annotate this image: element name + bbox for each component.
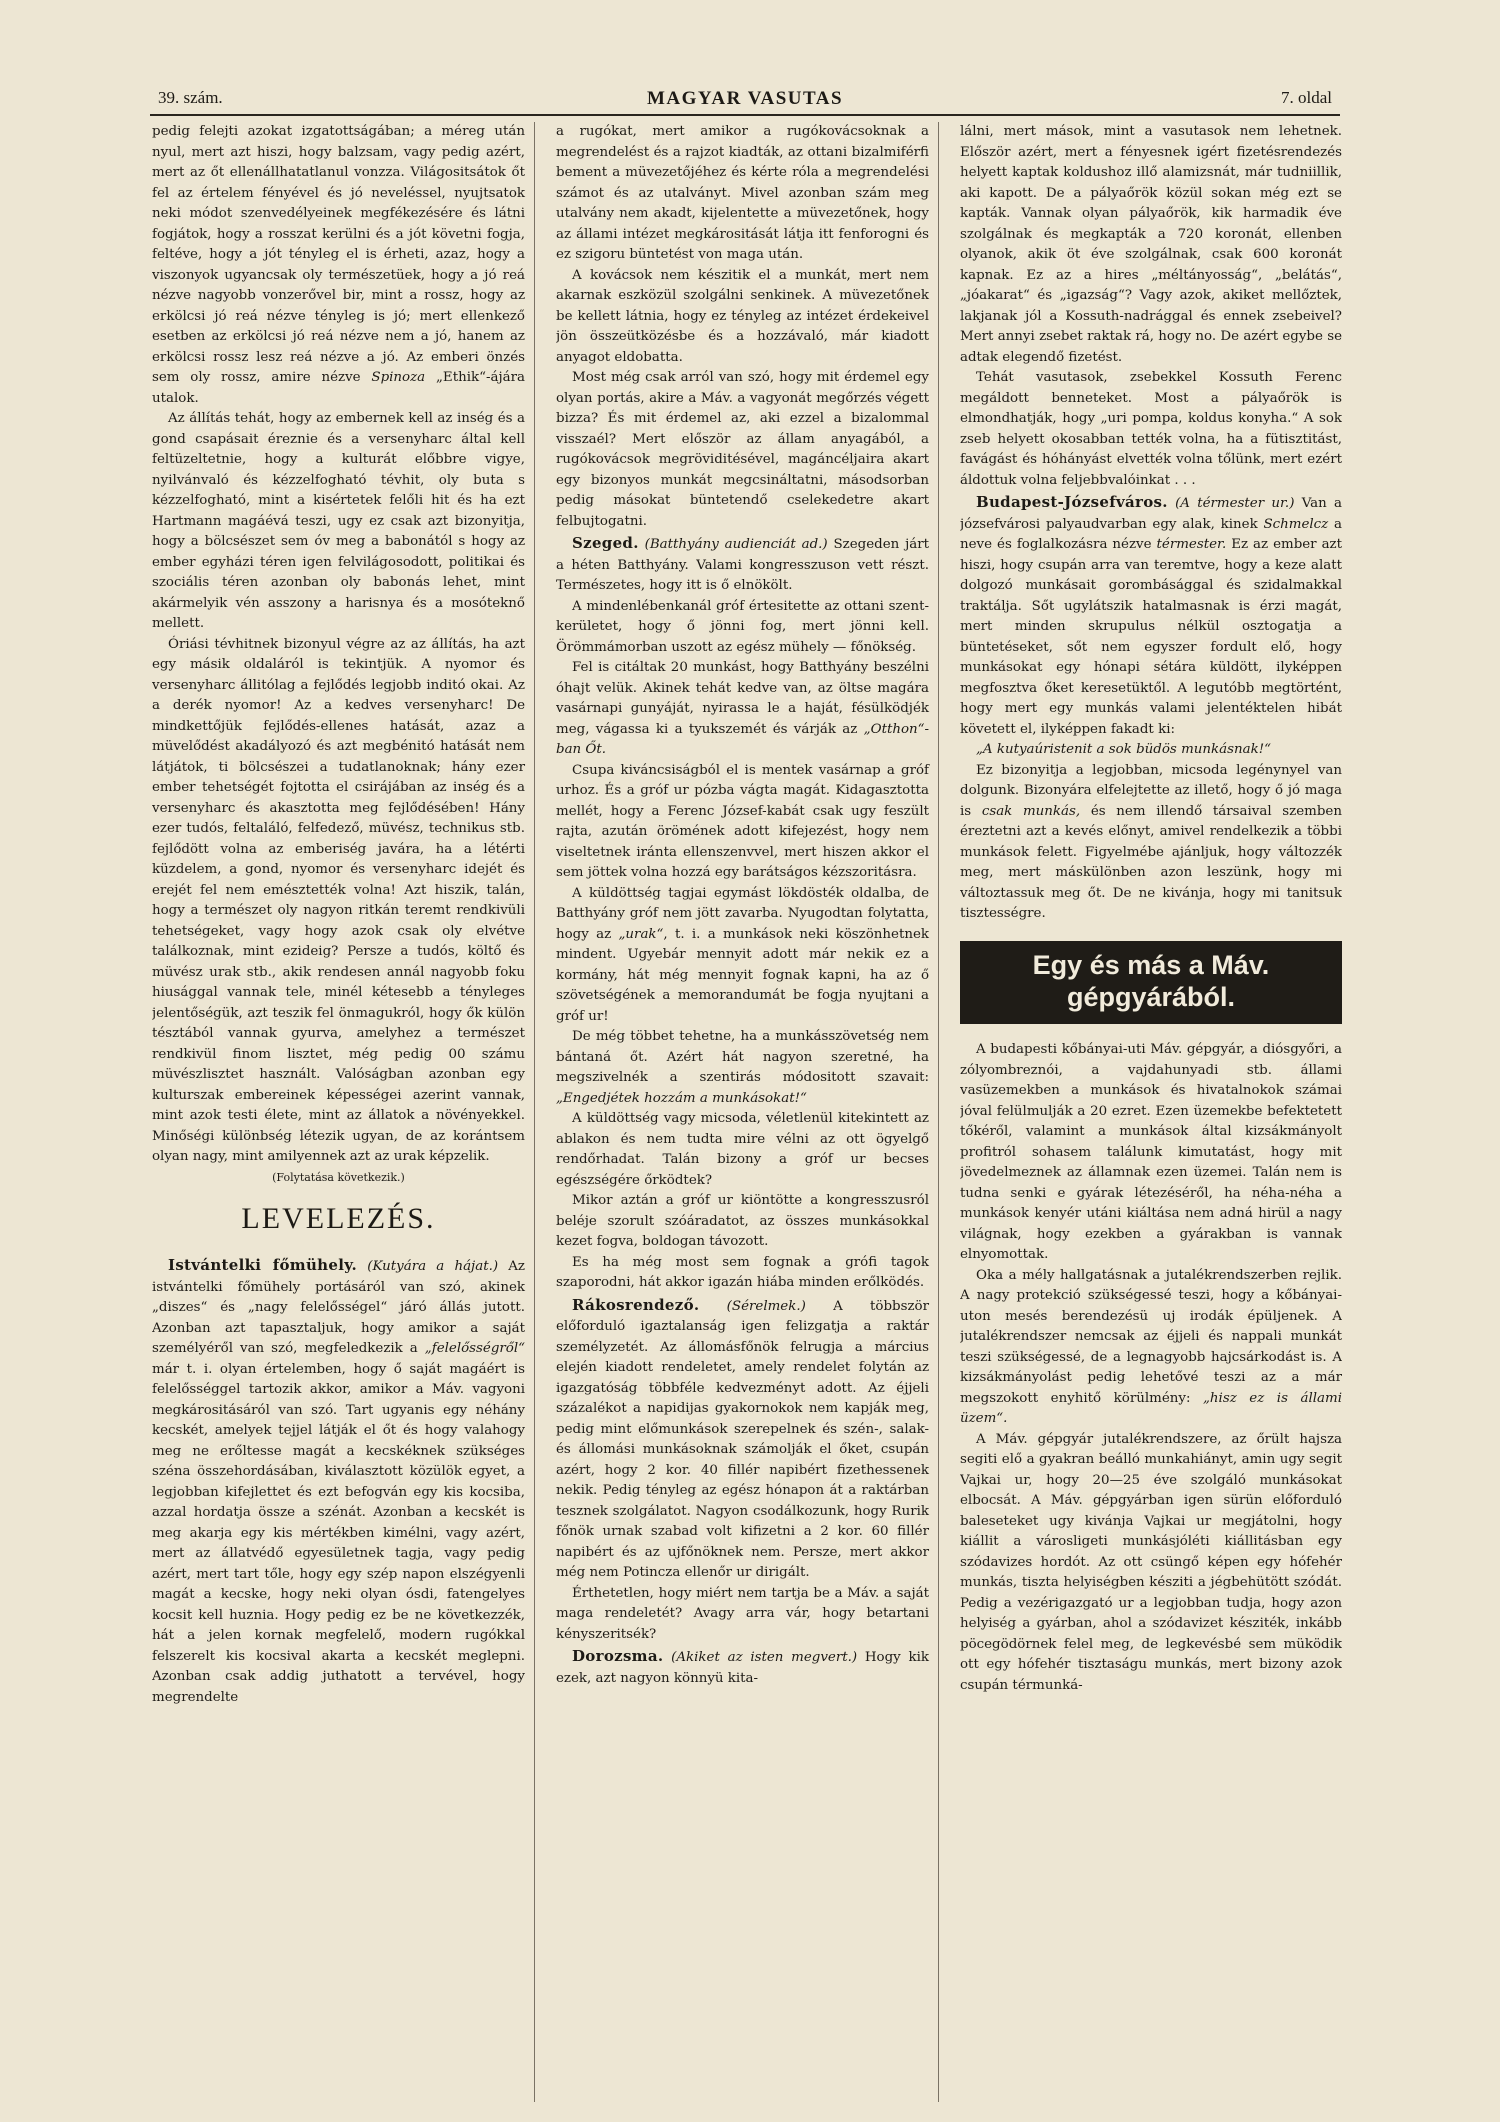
article-paragraph: Az állítás tehát, hogy az embernek kell az inség és a gond csapásait éreznie és a versenyharc által kell feltüzeltetnie, hogy a kulturát előbbre vigye, nyilvánvaló és kézzelfogható tévhit, oly buta s kézzelfogható, mint a kisértetek felőli hit és ha ezt Hartmann magáévá teszi, ugy ez csak azt bizonyitja, hogy a bölcsészet sem óv meg a babonától s hogy az ember egyházi téren igen felvilágosodott, politikai és szociális téren azonban oly babonás lehet, mint akármelyik vén asszony a harisnya és a mosóteknő mellett.: [152, 411, 525, 631]
letter-location: Szeged.: [572, 534, 639, 552]
article-paragraph: Most még csak arról van szó, hogy mit érdemel egy olyan portás, akire a Máv. a vagyonát megőrzés végett bizza? És mit érdemel az, aki ezzel a bizalommal visszaél? Mert először az állam anyagából, a rugókovácsok megröviditésével, magáncéljaira akart egy bizonyos munkát megcsináltatni, másodsorban pedig másokat büntetendő cselekedetre akart felbujtogatni.: [556, 370, 929, 529]
letter-budapest-jozsefvaros: Budapest-Józsefváros. (A térmester ur.) Van a józsefvárosi palyaudvarban egy alak, kinek Schmelcz a neve és foglalkozásra nézve térmester. Ez az ember azt hiszi, hogy csupán arra van teremtve, hogy a keze alatt dolgozó munkásait gorombásággal és szidalmakkal traktálja. Sőt ugylátszik hatalmasnak is érzi magát, mert minden skrupulus nélkül osztogatja a büntetéseket, sőt nem egyszer fordult elő, hogy munkásokat egy hónapi sétára küldött, ilyképpen megfosztva őket keresetüktől. A legutóbb megtörtént, hogy mert egy munkás valami jelentéktelen hibát követett el, ilyképpen fakadt ki:: [960, 493, 1342, 737]
article-paragraph: Érthetetlen, hogy miért nem tartja be a Máv. a saját maga rendeletét? Avagy arra vár, hogy betartani kényszeritsék?: [556, 1585, 929, 1642]
article-paragraph: A kovácsok nem készitik el a munkát, mert nem akarnak eszközül szolgálni senkinek. A müvezetőnek be kellett látnia, hogy ez tényleg az intézet érdekeivel jön összeütközésbe és a hozzávaló, már kiadott anyagot eldobatta.: [556, 267, 929, 365]
letter-istvantelki: Istvántelki főmühely. (Kutyára a hájat.) Az istvántelki főmühely portásáról van szó, akinek „diszes“ és „nagy felelősségel“ járó állás jutott. Azonban azt tapasztaljuk, hogy amikor a saját személyéről van szó, megfeledkezik a „felelősségről“ már t. i. olyan értelemben, hogy ő saját magáért is felelősséggel tartozik akkor, amikor a Máv. vagyoni megkárositásáról van szó. Tart ugyanis egy néhány kecskét, amelyek tejjel látják el őt és hogy valahogy meg ne erőltesse magát a kecskéknek szükséges széna összehordásában, kiválasztott közülök egyet, a legjobban kifejlettet és ezt befogván egy kis kocsiba, azzal hordatja össze a szénát. Azonban a kecskét is meg akarja egy kis mértékben kimélni, vagy azért, mert az állatvédő egyesületnek tagja, vagy pedig azért, mert tart tőle, hogy egy szép napon elszégyenli magát a kecske, hogy neki olyan ósdi, fatengelyes kocsit kell huznia. Hogy pedig ez be ne következzék, hát a jelen kornak megfelelő, modern rugókkal felszerelt kis kocsival akarta a kecskét meglepni. Azonban csak addig juthatott a tervével, hogy megrendelte: [152, 1256, 525, 1705]
article-paragraph: A budapesti kőbányai-uti Máv. gépgyár, a diósgyőri, a zólyombreznói, a vajdahunyadi stb. állami vasüzemekben a munkások és hivatalnokok számai jóval felülmulják a 20 ezret. Ezen üzemekbe befektetett tőkéről, valamint a munkások által kizsákmányolt profitról sohasem találunk kimutatást, hogy mit jövedelmeznek az államnak ezen üzemei. Talán nem is tudna senki e gyárak létezéséről, ha néha-néha a munkások kenyér utáni kiáltása nem adná hirül a nagy világnak, hogy ezekben a gyárakban is vannak elnyomottak.: [960, 1042, 1342, 1263]
letter-subtitle: (A térmester ur.): [1175, 496, 1295, 511]
letter-szeged: Szeged. (Batthyány audienciát ad.) Szegeden járt a héten Batthyány. Valami kongresszuson vett részt. Természetes, hogy itt is ő elnökölt.: [556, 534, 929, 593]
article-paragraph: Ez bizonyitja a legjobban, micsoda legénynyel van dolgunk. Bizonyára elfelejtette az illető, hogy ő jó maga is csak munkás, és nem illendő társaival szemben éreztetni azt a kevés előnyt, amivel rendelkezik a többi munkások felett. Figyelmébe ajánljuk, hogy változzék meg, mert máskülönben azon leszünk, hogy mi változtassuk meg őt. De ne kivánja, hogy mi tanitsuk tisztességre.: [960, 762, 1342, 921]
article-paragraph: Csupa kiváncsiságból el is mentek vasárnap a gróf urhoz. És a gróf ur pózba vágta magát. Kidagasztotta mellét, hogy a Ferenc József-kabát csak ugy feszült rajta, azután örömének adott kifejezést, hogy nem viseltetnek iránta ellenszenvvel, mert hiszen akkor el sem jöttek volna hozzá egy barátságos kézszoritásra.: [556, 762, 929, 880]
article-paragraph: Mikor aztán a gróf ur kiöntötte a kongresszusról beléje szorult szóáradatot, az összes munkásokkal kezet fogva, boldogan távozott.: [556, 1193, 929, 1249]
column-2: [556, 122, 939, 2102]
letter-subtitle: (Sérelmek.): [726, 1298, 806, 1314]
letter-subtitle: (Akiket az isten megvert.): [671, 1650, 858, 1665]
newspaper-title: MAGYAR VASUTAS: [646, 88, 844, 109]
page-number: 7. oldal: [1281, 88, 1332, 107]
letter-subtitle: (Batthyány audienciát ad.): [644, 537, 828, 552]
article-paragraph: A mindenlébenkanál gróf értesitette az ottani szent-kerületet, hogy ő jönni fog, mert jönni kell. Örömmámorban uszott az egész mühely — főnökség.: [556, 598, 929, 655]
article-paragraph: De még többet tehetne, ha a munkásszövetség nem bántaná őt. Azért hát nagyon szeretné, ha megszivelnék a szentirás módositott szavait: „Engedjétek hozzám a munkásokat!“: [556, 1029, 929, 1106]
letter-rakosrendezo: Rákosrendező. (Sérelmek.) A többször előforduló igaztalanság igen felizgatja a raktár személyzetét. Az állomásfőnök felrugja a március elején kiadott rendeletet, amely rendelet folytán az igazgatóság többféle kedvezményt adott. Az éjjeli százalékot a napidijas gyakornokok nem kapják meg, pedig mint előmunkások szerepelnek és szén-, salak- és állomási munkásoknak számolják el őket, csupán azért, hogy 2 kor. 40 fillér napibért fizethessenek nekik. Pedig tényleg az egész hónapon át a raktárban tesznek szolgálatot. Nagyon csodálkozunk, hogy Rurik főnök urnak szabad volt kifizetni a 2 kor. 60 fillér napibért és az ujfőnöknek nem. Persze, mert akkor még nem Potincza ellenőr ur dirigált.: [556, 1295, 929, 1580]
article-paragraph: A Máv. gépgyár jutalékrendszere, az őrült hajsza segiti elő a gyakran beálló munkahiányt, amin ugy segit Vajkai ur, hogy 20—25 éve szolgáló munkásokat elbocsát. A Máv. gépgyárban igen sürün előforduló baleseteket ugy kivánja Vajkai ur megjátolni, hogy kiállit a városligeti munkásjóléti kiállitásban egy szódavizes hordót. Az ott csüngő képen egy hófehér munkás, tiszta helyiségben késziti a jégbehütött szódát. Pedig a vezérigazgató ur a legjobban tudja, hogy azon helyiség a gyárban, ahol a szódavizet késziték, inkább pöcegödörnek felel meg, de legkevésbé sem müködik ott egy hófehér tisztaságu munkás, mert bizony azok csupán térmunká-: [960, 1431, 1342, 1693]
column-3: [960, 122, 1342, 2102]
article-paragraph: Es ha még most sem fognak a grófi tagok szaporodni, hát akkor igazán hiába minden erőlködés.: [556, 1254, 929, 1290]
article-paragraph: a rugókat, mert amikor a rugókovácsoknak a megrendelést és a rajzot kiadták, az ottani bizalmiférfi bement a müvezetőjéhez és kérte róla a megrendelési számot és az utalványt. Mivel azonban szám meg utalvány nem akadt, kijelentette a müvezetőnek, hogy az állami intézet megkárositását látja itt fenforogni és ez szigoru büntetést von maga után.: [556, 124, 929, 262]
article-paragraph: Tehát vasutasok, zsebekkel Kossuth Ferenc megáldott benneteket. Most a pályaőrök is elmondhatják, hogy „uri pompa, koldus konyha.“ A sok zseb helyett okosabban tették volna, ha a fütisztitást, favágást és hóhányást elvették volna tőlünk, mert ezért áldottuk volna feljebbvalóinkat . . .: [960, 370, 1342, 488]
article-paragraph: Óriási tévhitnek bizonyul végre az az állítás, ha azt egy másik oldaláról is tekintjük. A nyomor és versenyharc állitólag a fejlődés legjobb inditó okai. Az a derék nyomor! Az a kedves versenyharc! De mindkettőjük fejlődés-ellenes hatását, azaz a müvelődést akadályozó és azt megbénitó hatását nem látjátok, ti bölcsészei a tudatlanoknak; hány ezer ember tehetségét fojtotta el csirájában az inség és a versenyharc és akasztotta meg fejlődésében! Hány ezer tudós, feltaláló, felfedező, müvész, technikus stb. fejlődött volna az emberiség javára, ha a létérti küzdelem, a gond, nyomor és versenyharc idejét és erejét fel nem emésztették volna! Azt hiszik, talán, hogy a természet oly nagyon ritkán teremt rendkivüli tehetségeket, vagy hogy azok csak oly elvétve találkoznak, mint ezideig? Persze a tudós, költő és müvész urak stb., akik rendesen annál nagyobb foku hiusággal vannak tele, minél kétesebb a tényleges jelentőségük, azt teszik fel önmagukról, hogy ők külön tésztából vannak gyurva, amelyhez a természet rendkivül finom lisztet, még pedig 00 számu müvészlisztet használt. Valóságban azonban egy kulturszak embereinek képességei azerint vannak, mint azok testi élete, mint az állatok a növényekkel. Minőségi különbség létezik ugyan, de az korántsem olyan nagy, mint amilyennek azt az urak képzelik.: [152, 636, 525, 1164]
letter-subtitle: (Kutyára a hájat.): [367, 1259, 499, 1275]
letter-location: Rákosrendező.: [572, 1295, 700, 1314]
article-paragraph: Oka a mély hallgatásnak a jutalékrendszerben rejlik. A nagy protekció szükségessé teszi, hogy a kőbányai-uton mesés berendezésü uj irodák épüljenek. A jutalékrendszer nemcsak az éjjeli és nappali munkát teszi szükségessé, de a legnagyobb hajcsárkodást is. A kizsákmányolást pedig lehetővé teszi az a már megszokott enyhitő körülmény: „hisz ez is állami üzem“.: [960, 1267, 1342, 1427]
article-paragraph: Fel is citáltak 20 munkást, hogy Batthyány beszélni óhajt velük. Akinek tehát kedve van, az öltse magára vasárnapi gunyáját, nyirassa le a haját, fésülködjék meg, vágassa ki a tyukszemét és várják az „Otthon“-ban Őt.: [556, 660, 930, 757]
issue-number: 39. szám.: [158, 88, 223, 107]
article-paragraph: pedig felejti azokat izgatottságában; a méreg után nyul, mert azt hiszi, hogy balzsam, vagy pedig azért, mert az őt ellenállhatatlanul vonzza. Világositsátok őt fel az értelem fényével és jó neveléssel, nyujtsatok neki módot szenvedélyeinek megfékezésére és látni fogjátok, hogy a rosszat kerülni és a jót követni fogja, feltéve, hogy a jót tényleg el is érheti, azaz, hogy a viszonyok ugyancsak oly természetüek, hogy a jó reá nézve nagyobb vonzerővel bir, mint a rossz, hogy az erkölcsi jó reá nézve tényleg is jó; mert ellenkező esetben az erkölcsi jó reá nézve nem a jó, hanem az erkölcsi rossz lesz reá nézve a jó. Az emberi önzés sem oly rossz, amire nézve Spinoza „Ethik“-ájára utalok.: [152, 124, 525, 406]
article-paragraph: A küldöttség vagy micsoda, véletlenül kitekintett az ablakon és nem tudta mire vélni az ott ögyelgő rendőrhadat. Talán bizony a gróf ur becses egészségére őrködtek?: [556, 1111, 929, 1188]
letter-dorozsma: Dorozsma. (Akiket az isten megvert.) Hogy kik ezek, azt nagyon könnyü kita-: [556, 1647, 929, 1686]
article-headline: Egy és más a Máv. gépgyárából.: [960, 941, 1342, 1025]
letter-location: Budapest-Józsefváros.: [976, 493, 1168, 511]
letter-location: Istvántelki főmühely.: [168, 1256, 358, 1275]
article-paragraph: A küldöttség tagjai egymást lökdösték oldalba, de Batthyány gróf nem jött zavarba. Nyugodtan folytatta, hogy az „urak“, t. i. a munkások neki köszönhetnek mindent. Ugyebár mennyit adott már nekik ez a kormány, hát még mennyit fognak kapni, ha az ő szövetségének a memorandumát be fogja nyujtani a gróf ur!: [556, 885, 930, 1024]
section-title-levelezes: LEVELEZÉS.: [241, 1202, 436, 1236]
letter-location: Dorozsma.: [572, 1647, 664, 1665]
continued-note: (Folytatása következik.): [272, 1170, 405, 1184]
quote-paragraph: „A kutyaúristenit a sok büdös munkásnak!“: [976, 742, 1271, 757]
column-1: [152, 122, 535, 2102]
page-header: [150, 88, 1340, 116]
article-paragraph: lálni, mert mások, mint a vasutasok nem lehetnek. Először azért, mert a fényesnek igért fizetésrendezés helyett kaptak koldushoz illő alamizsnát, már tudniillik, aki kapott. De a pályaőrök közül sokan még ezt se kapták. Vannak olyan pályaőrök, kik harmadik éve szolgálnak és megkapták a 720 koronát, ellenben olyanok, akik öt éve szolgálnak, csak 600 koronát kapnak. Ez az a hires „méltányosság“, „belátás“, „jóakarat“ és „igazság“? Vagy azok, akiket mellőztek, lakjanak jól a Kossuth-nadrággal és ennek zsebeivel? Mert annyi zsebet raktak rá, hogy no. De azért egybe se adtak elegendő fizetést.: [960, 124, 1342, 365]
